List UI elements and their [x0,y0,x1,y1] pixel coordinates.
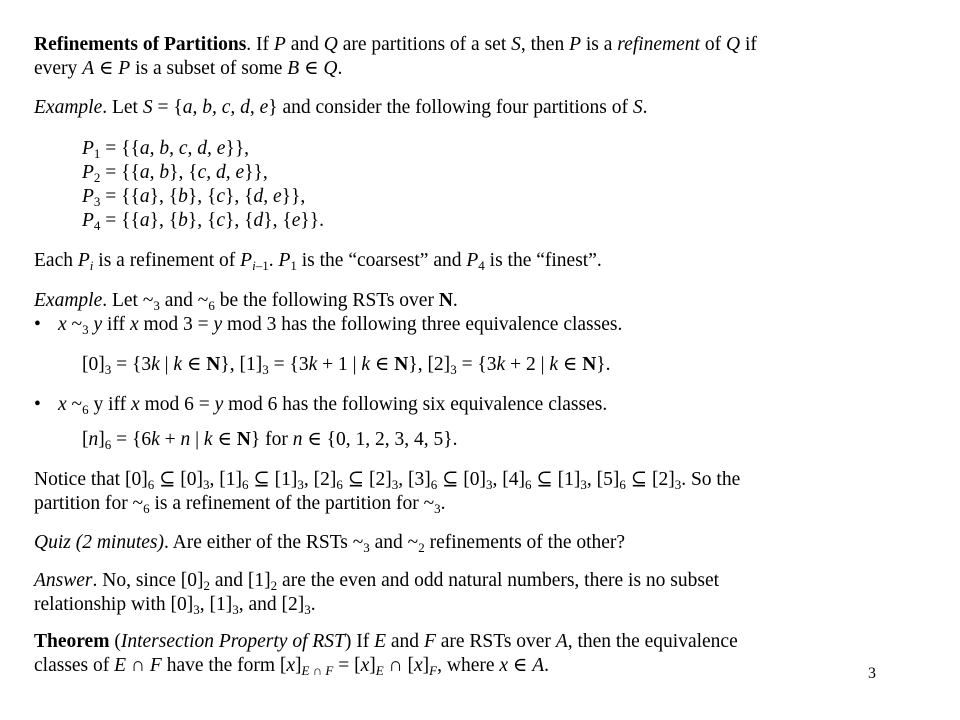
bullet-marker: • [34,314,41,335]
example-2-intro: Example. Let $\sim_3$ and $\sim_6$ be the following RSTs over N. [34,290,458,313]
refinement-chain-note: Each $P_i$ is a refinement of $P_{i-1}$. $P_1$ is the “coarsest” and $P_4$ is the “finest”. [34,250,602,273]
mod6-relation: x $\sim_6$ y iff x mod 6 = y mod 6 has the following six equivalence classes. [58,394,608,417]
quiz-question: Quiz (2 minutes). Are either of the RSTs $\sim_3$ and $\sim_2$ refinements of the other? [34,532,626,555]
answer-line-1: Answer. No, since $[0]_2$ and $[1]_2$ are the even and odd natural numbers, there is no subset [34,570,720,593]
theorem-line-1: Theorem (Intersection Property of RST) If E and F are RSTs over A, then the equivalence [34,631,738,652]
refinement-definition-line-1: Refinements of Partitions. If P and Q are partitions of a set S, then P is a refinement of Q if [34,34,757,55]
notice-line-1: Notice that $[0]_6$ ⊆ $[0]_3$, $[1]_6$ ⊆ $[1]_3$, $[2]_6$ ⊆ $[2]_3$, $[3]_6$ ⊆ $[0]_3$, $[4]_6$ ⊆ $[1]_3$, $[5]_6$ ⊆ $[2]_3$. So the [34,469,741,492]
partition-p3: $P_3 = \{\{a\}$, {b}, {c}, {d, e}}, [82,186,306,209]
page-number: 3 [868,665,876,682]
mod3-classes: $[0]_3 = \{3k$ | k ∈ N}, $[1]_3 = \{3k + 1$ | k ∈ N}, $[2]_3 = \{3k + 2$ | k ∈ N}. [82,354,611,377]
refinement-definition-line-2: every A ∈ P is a subset of some B ∈ Q. [34,58,343,79]
bullet-marker: • [34,394,41,415]
partition-p2: $P_2 = \{\{a$, b}, {c, d, e}}, [82,162,268,185]
partition-p4: $P_4 = \{\{a\}$, {b}, {c}, {d}, {e}}. [82,210,324,233]
mod3-relation: x $\sim_3$ y iff x mod 3 = y mod 3 has the following three equivalence classes. [58,314,623,337]
partition-p1: $P_1 = \{\{a$, b, c, d, e}}, [82,138,250,161]
mod6-classes: $[n]_6 = \{6k + n$ | k ∈ N} for n ∈ {0, 1, 2, 3, 4, 5}. [82,429,458,452]
example-1-intro: Example. Let S = {a, b, c, d, e} and consider the following four partitions of S. [34,97,648,118]
theorem-line-2: classes of E ∩ F have the form $[x]_{E \cap F} = [x]_E$ ∩ $[x]_F$, where x ∈ A. [34,655,550,678]
notice-line-2: partition for $\sim_6$ is a refinement of the partition for $\sim_3$. [34,493,446,516]
answer-line-2: relationship with $[0]_3$, $[1]_3$, and $[2]_3$. [34,594,316,617]
